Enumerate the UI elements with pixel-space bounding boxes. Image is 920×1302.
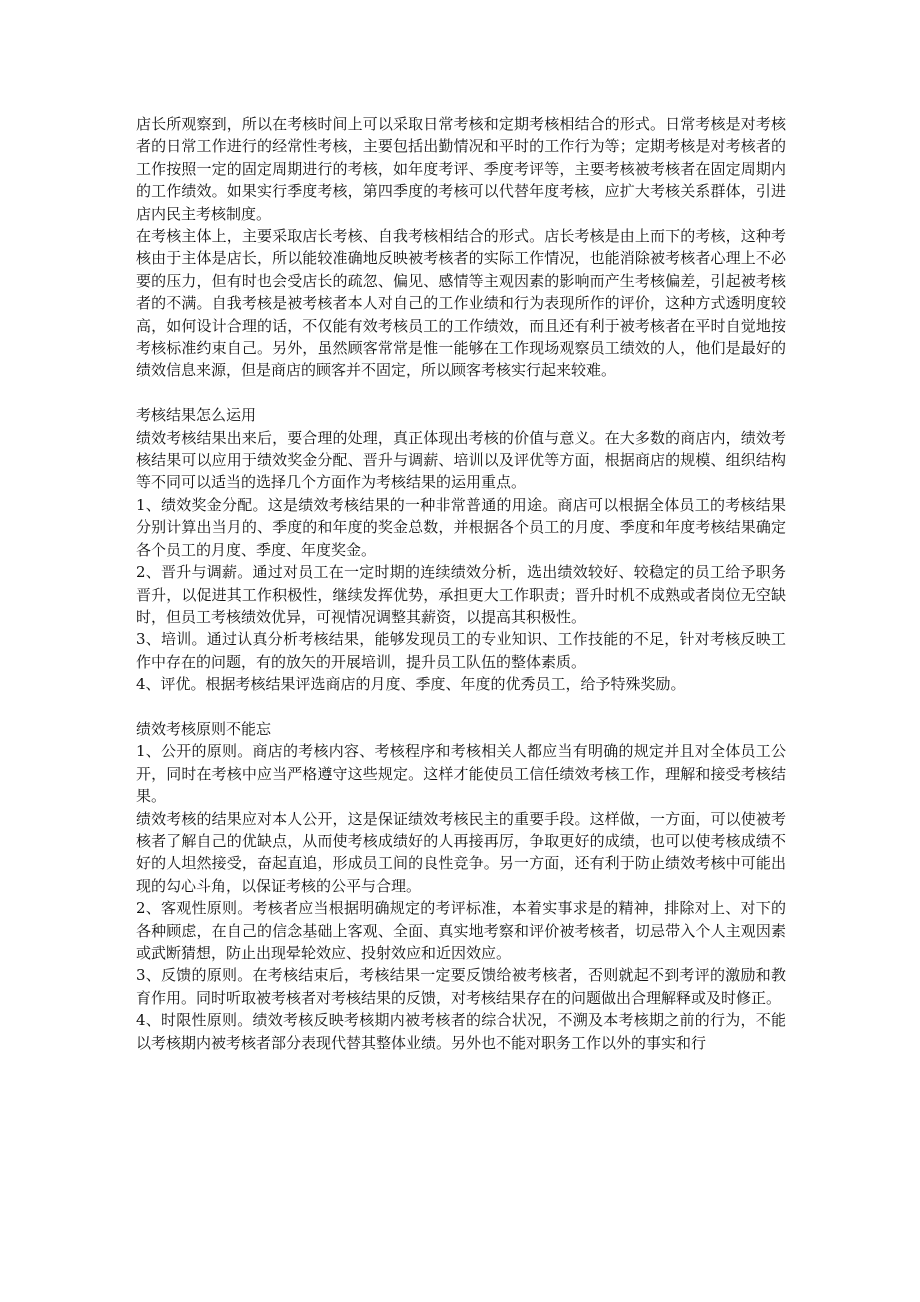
section-gap [136, 382, 786, 404]
section-heading-principles: 绩效考核原则不能忘 [136, 719, 272, 738]
document-body [136, 113, 786, 1054]
paragraph-result-disclosure: 绩效考核的结果应对本人公开，这是保证绩效考核民主的重要手段。这样做，一方面，可以使被考核者了解自己的优缺点，从而使考核成绩好的人再接再厉，争取更好的成绩，也可以使考核成绩不好的人坦然接受，奋起直追，形成员工间的良性竞争。另一方面，还有利于防止绩效考核中可能出现的勾心斗角，以保证考核的公平与合理。 [136, 809, 786, 895]
paragraph-awards: 4、评优。根据考核结果评选商店的月度、季度、年度的优秀员工，给予特殊奖励。 [136, 675, 686, 694]
paragraph-time-limit-principle: 4、时限性原则。绩效考核反映考核期内被考核者的综合状况，不溯及本考核期之前的行为，不能以考核期内被考核者部分表现代替其整体业绩。另外也不能对职务工作以外的事实和行 [136, 1011, 786, 1052]
paragraph-feedback-principle: 3、反馈的原则。在考核结束后，考核结果一定要反馈给被考核者，否则就起不到考评的激励和教育作用。同时听取被考核者对考核结果的反馈，对考核结果存在的问题做出合理解释或及时修正。 [136, 966, 786, 1007]
paragraph-assessment-timing: 店长所观察到，所以在考核时间上可以采取日常考核和定期考核相结合的形式。日常考核是对考核者的日常工作进行的经常性考核，主要包括出勤情况和平时的工作行为等；定期考核是对考核者的工作按照一定的固定周期进行的考核，如年度考评、季度考评等，主要考核被考核者在固定周期内的工作绩效。如果实行季度考核，第四季度的考核可以代替年度考核，应扩大考核关系群体，引进店内民主考核制度。 [136, 115, 786, 223]
paragraph-training: 3、培训。通过认真分析考核结果，能够发现员工的专业知识、工作技能的不足，针对考核反映工作中存在的问题，有的放矢的开展培训，提升员工队伍的整体素质。 [136, 630, 786, 671]
paragraph-assessment-subject: 在考核主体上，主要采取店长考核、自我考核相结合的形式。店长考核是由上而下的考核，这种考核由于主体是店长，所以能较准确地反映被考核者的实际工作情况，也能消除被考核者心理上不必要的压力，但有时也会受店长的疏忽、偏见、感情等主观因素的影响而产生考核偏差，引起被考核者的不满。自我考核是被考核者本人对自己的工作业绩和行为表现所作的评价，这种方式透明度较高，如何设计合理的话，不仅能有效考核员工的工作绩效，而且还有利于被考核者在平时自觉地按考核标准约束自己。另外，虽然顾客常常是惟一能够在工作现场观察员工绩效的人，他们是最好的绩效信息来源，但是商店的顾客并不固定，所以顾客考核实行起来较难。 [136, 227, 786, 380]
paragraph-bonus-allocation: 1、绩效奖金分配。这是绩效考核结果的一种非常普通的用途。商店可以根据全体员工的考核结果分别计算出当月的、季度的和年度的奖金总数，并根据各个员工的月度、季度和年度考核结果确定各个员工的月度、季度、年度奖金。 [136, 495, 786, 559]
paragraph-openness-principle: 1、公开的原则。商店的考核内容、考核程序和考核相关人都应当有明确的规定并且对全体员工公开，同时在考核中应当严格遵守这些规定。这样才能使员工信任绩效考核工作，理解和接受考核结果。 [136, 742, 786, 806]
section-heading-result-usage: 考核结果怎么运用 [136, 406, 257, 425]
paragraph-result-intro: 绩效考核结果出来后，要合理的处理，真正体现出考核的价值与意义。在大多数的商店内，绩效考核结果可以应用于绩效奖金分配、晋升与调薪、培训以及评优等方面，根据商店的规模、组织结构等不同可以适当的选择几个方面作为考核结果的运用重点。 [136, 428, 786, 492]
section-gap [136, 696, 786, 718]
paragraph-promotion-salary: 2、晋升与调薪。通过对员工在一定时期的连续绩效分析，选出绩效较好、较稳定的员工给予职务晋升，以促进其工作积极性，继续发挥优势，承担更大工作职责；晋升时机不成熟或者岗位无空缺时，但员工考核绩效优异，可视情况调整其薪资，以提高其积极性。 [136, 563, 786, 626]
paragraph-objectivity-principle: 2、客观性原则。考核者应当根据明确规定的考评标准，本着实事求是的精神，排除对上、对下的各种顾虑，在自己的信念基础上客观、全面、真实地考察和评价被考核者，切忌带入个人主观因素或武断猜想，防止出现晕轮效应、投射效应和近因效应。 [136, 899, 786, 962]
